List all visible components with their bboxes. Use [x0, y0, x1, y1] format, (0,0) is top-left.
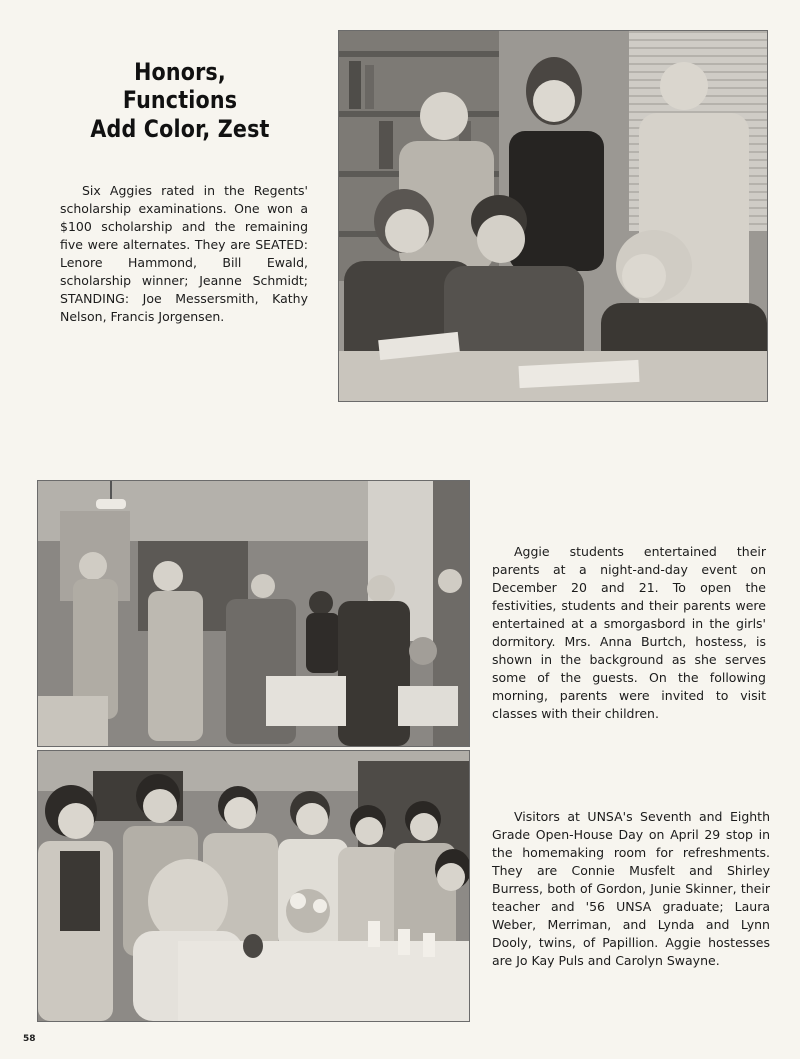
scholarship-group-photo [338, 30, 768, 402]
open-house-caption-text: Visitors at UNSA's Seventh and Eighth Grade Open-House Day on April 29 stop in the homemaking room for refreshments. They are Connie Musfelt and Shirley Burress, both of Gordon, Junie Skinner, their teacher and '56 UNSA graduate; Laura Weber, Merriman, and Lynda and Lynn Dooly, twins, of Papillion. Aggie hostesses are Jo Kay Puls and Carolyn Swayne. [492, 809, 770, 968]
page-number: 58 [23, 1034, 36, 1044]
scholarship-caption-text: Six Aggies rated in the Regents' scholarship examinations. One won a $100 scholarship and the remaining five were alternates. They are SEATED: Lenore Hammond, Bill Ewald, scholarship winner; Jeanne Schmidt; STANDING: Joe Messersmith, Kathy Nelson, Francis Jorgensen. [60, 183, 308, 324]
smorgasbord-photo [37, 480, 470, 747]
headline-line-2: Add Color, Zest [90, 115, 270, 143]
parents-event-caption-text: Aggie students entertained their parents at a night-and-day event on December 20 and 21. To open the festivities, students and their parents were entertained at a smorgasbord in the girls' dormitory. Mrs. Anna Burtch, hostess, is shown in the background as she serves some of the guests. On the following morning, parents were invited to visit classes with their children. [492, 544, 766, 721]
headline-line-1: Honors, Functions [122, 58, 238, 114]
open-house-photo [37, 750, 470, 1022]
scholarship-caption [60, 182, 308, 326]
parents-event-caption [492, 543, 766, 723]
open-house-caption [492, 808, 770, 970]
